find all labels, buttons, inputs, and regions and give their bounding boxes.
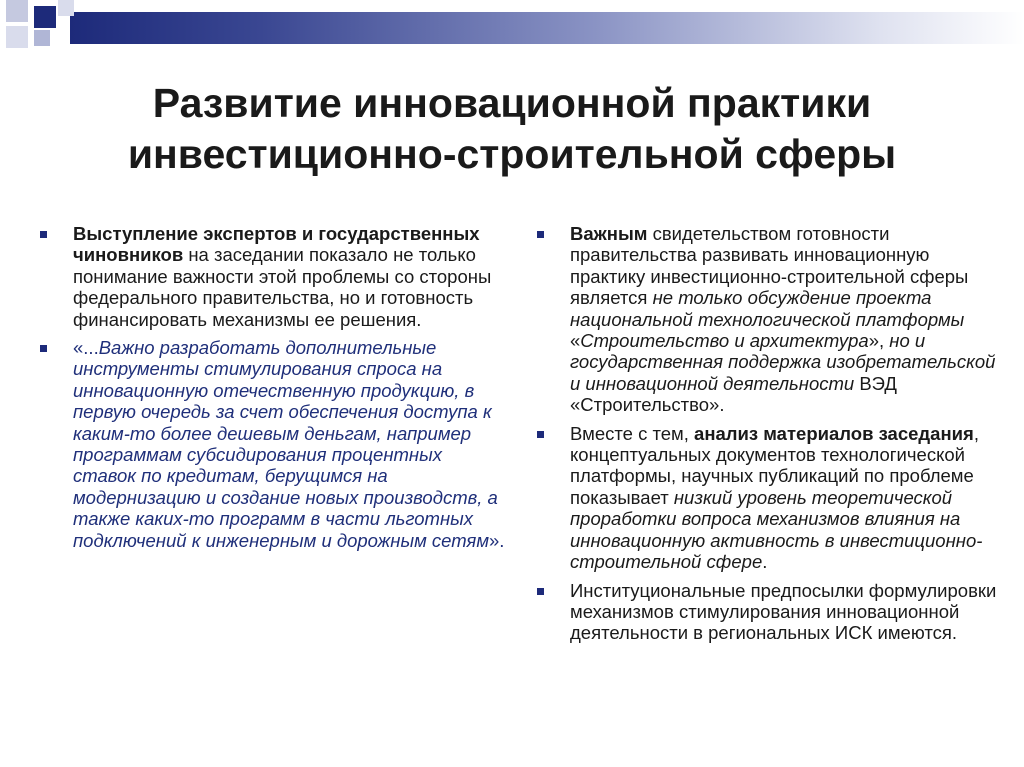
right-column — [537, 223, 1007, 651]
open-quote: «... — [73, 337, 99, 359]
slide-title — [40, 78, 984, 180]
item-bold-text: анализ материалов заседания — [694, 422, 974, 444]
decor-square — [6, 26, 28, 48]
item-italic-text: низкий уровень теоретической проработки вопроса механизмов влияния на инновационную активность в инвестиционно-строительной сфере — [570, 486, 983, 573]
item-text: . — [762, 551, 768, 573]
decor-square — [34, 30, 50, 46]
close-quote: ». — [489, 529, 505, 551]
list-item — [40, 223, 510, 330]
list-item-quote — [40, 337, 510, 551]
square-bullet-icon — [537, 431, 544, 438]
item-text: Институциональные предпосылки формулировки механизмов стимулирования инновационной деятельности в региональных ИСК имеются. — [570, 579, 997, 644]
square-bullet-icon — [537, 588, 544, 595]
list-item — [537, 223, 1007, 416]
list-item — [537, 423, 1007, 573]
decorative-header-bar — [0, 0, 1024, 48]
square-bullet-icon — [40, 231, 47, 238]
item-text: ВЭД «Строительство». — [570, 372, 897, 416]
list-item — [537, 580, 1007, 644]
decor-square — [6, 0, 28, 22]
quote-text: Важно разработать дополнительные инструменты стимулирования спроса на инновационную отечественную продукцию, в первую очередь за счет обеспечения доступа к каким-то более дешевым деньгам, например программам субсидирования процентных ставок по кредитам, берущимся на модернизацию и создание новых производств, а также каких-то программ в части льготных подключений к инженерным и дорожным сетям — [73, 337, 498, 551]
header-gradient — [70, 12, 1024, 44]
item-italic-text: Строительство и архитектура — [580, 330, 869, 352]
square-bullet-icon — [537, 231, 544, 238]
square-bullet-icon — [40, 345, 47, 352]
item-text: , концептуальных документов технологической платформы, научных публикаций по проблеме показывает — [570, 422, 979, 508]
item-text: », — [868, 330, 890, 352]
item-text: « — [570, 330, 581, 352]
item-text: на заседании показало не только понимание важности этой проблемы со стороны федерального правительства, но и готовность финансировать механизмы ее решения. — [73, 244, 492, 330]
item-bold-text: Важным — [570, 223, 648, 244]
title-line-2: инвестиционно-строительной сферы — [127, 131, 897, 177]
item-italic-text: не только обсуждение проекта национальной технологической платформы — [570, 287, 965, 330]
item-text: свидетельством готовности правительства развивать инновационную практику инвестиционно-строительной сферы является — [570, 223, 969, 309]
title-line-1: Развитие инновационной практики — [152, 80, 872, 126]
decor-square — [34, 6, 56, 28]
left-column — [40, 223, 510, 558]
item-text: Вместе с тем, — [570, 422, 695, 444]
item-bold-text: Выступление экспертов и государственных чиновников — [73, 223, 480, 266]
decor-square — [58, 0, 74, 16]
item-italic-text: но и государственная поддержка изобретательской и инновационной деятельности — [570, 330, 996, 394]
